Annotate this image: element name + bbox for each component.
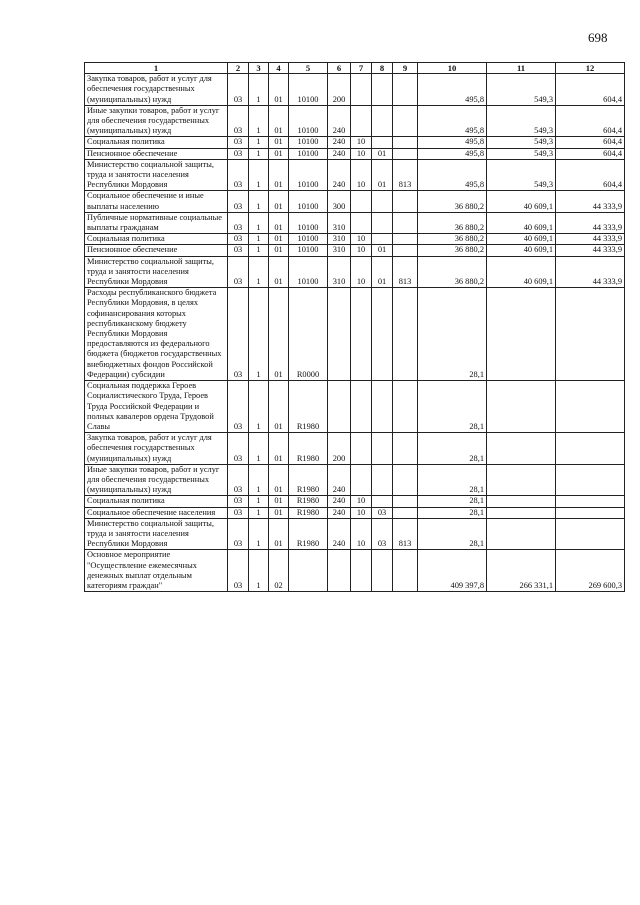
cell-amount-y3 <box>556 433 625 465</box>
cell-amount-y2: 40 609,1 <box>487 256 556 288</box>
cell-code-direction: 10100 <box>289 234 328 245</box>
cell-code-gp: 03 <box>228 212 249 233</box>
cell-code-gp: 03 <box>228 159 249 191</box>
cell-grbs <box>393 234 418 245</box>
cell-amount-y2: 40 609,1 <box>487 245 556 256</box>
cell-amount-y3 <box>556 381 625 433</box>
cell-section <box>351 381 372 433</box>
cell-amount-y1: 495,8 <box>418 105 487 137</box>
cell-amount-y3: 604,4 <box>556 148 625 159</box>
cell-amount-y1: 28,1 <box>418 381 487 433</box>
cell-code-direction: R1980 <box>289 433 328 465</box>
cell-code-direction: R1980 <box>289 518 328 550</box>
table-row <box>85 74 625 106</box>
cell-amount-y3: 44 333,9 <box>556 234 625 245</box>
cell-amount-y3 <box>556 464 625 496</box>
budget-table <box>84 62 625 592</box>
table-row <box>85 464 625 496</box>
cell-grbs: 813 <box>393 159 418 191</box>
cell-expense-type <box>328 288 351 381</box>
table-row <box>85 381 625 433</box>
cell-subsection <box>372 105 393 137</box>
cell-amount-y2 <box>487 507 556 518</box>
cell-code-gp: 03 <box>228 433 249 465</box>
cell-code-direction: 10100 <box>289 191 328 212</box>
cell-subsection: 01 <box>372 148 393 159</box>
cell-subsection <box>372 74 393 106</box>
cell-amount-y2: 549,3 <box>487 148 556 159</box>
cell-section: 10 <box>351 507 372 518</box>
cell-name: Социальное обеспечение населения <box>85 507 228 518</box>
cell-name: Социальная политика <box>85 137 228 148</box>
cell-name: Пенсионное обеспечение <box>85 245 228 256</box>
cell-subsection: 03 <box>372 518 393 550</box>
cell-amount-y2: 549,3 <box>487 105 556 137</box>
cell-amount-y1: 409 397,8 <box>418 550 487 592</box>
cell-code-gp: 03 <box>228 234 249 245</box>
cell-code-gp: 03 <box>228 464 249 496</box>
cell-amount-y1: 28,1 <box>418 496 487 507</box>
cell-code-sp: 1 <box>249 496 269 507</box>
table-row <box>85 550 625 592</box>
table-row <box>85 433 625 465</box>
cell-code-direction: 10100 <box>289 159 328 191</box>
table-row <box>85 245 625 256</box>
cell-amount-y2: 549,3 <box>487 74 556 106</box>
cell-expense-type: 310 <box>328 212 351 233</box>
cell-amount-y3: 44 333,9 <box>556 191 625 212</box>
cell-grbs <box>393 212 418 233</box>
cell-section <box>351 288 372 381</box>
cell-code-om: 01 <box>269 245 289 256</box>
col-header-4: 4 <box>269 63 289 74</box>
cell-expense-type: 240 <box>328 518 351 550</box>
table-row <box>85 159 625 191</box>
cell-amount-y1: 495,8 <box>418 137 487 148</box>
cell-amount-y1: 28,1 <box>418 507 487 518</box>
cell-code-sp: 1 <box>249 159 269 191</box>
cell-amount-y1: 495,8 <box>418 159 487 191</box>
cell-subsection <box>372 137 393 148</box>
table-row <box>85 507 625 518</box>
cell-section: 10 <box>351 245 372 256</box>
cell-subsection <box>372 433 393 465</box>
cell-amount-y1: 28,1 <box>418 518 487 550</box>
cell-section <box>351 433 372 465</box>
cell-grbs <box>393 191 418 212</box>
cell-grbs <box>393 464 418 496</box>
cell-amount-y3: 604,4 <box>556 105 625 137</box>
cell-code-sp: 1 <box>249 507 269 518</box>
cell-amount-y1: 28,1 <box>418 433 487 465</box>
cell-amount-y3: 44 333,9 <box>556 256 625 288</box>
cell-section <box>351 74 372 106</box>
col-header-8: 8 <box>372 63 393 74</box>
cell-name: Министерство социальной защиты, труда и занятости населения Республики Мордовия <box>85 159 228 191</box>
cell-code-sp: 1 <box>249 550 269 592</box>
cell-section <box>351 105 372 137</box>
cell-grbs <box>393 245 418 256</box>
cell-amount-y2: 266 331,1 <box>487 550 556 592</box>
cell-code-gp: 03 <box>228 518 249 550</box>
cell-name: Пенсионное обеспечение <box>85 148 228 159</box>
cell-name: Закупка товаров, работ и услуг для обеспечения государственных (муниципальных) нужд <box>85 74 228 106</box>
cell-code-gp: 03 <box>228 74 249 106</box>
page-number: 698 <box>588 30 608 45</box>
cell-amount-y3: 44 333,9 <box>556 245 625 256</box>
cell-amount-y1: 495,8 <box>418 148 487 159</box>
cell-grbs <box>393 288 418 381</box>
table-row <box>85 234 625 245</box>
cell-code-om: 01 <box>269 433 289 465</box>
col-header-7: 7 <box>351 63 372 74</box>
cell-code-sp: 1 <box>249 464 269 496</box>
cell-code-direction: 10100 <box>289 74 328 106</box>
cell-expense-type: 240 <box>328 105 351 137</box>
cell-amount-y3: 604,4 <box>556 74 625 106</box>
cell-name: Социальная политика <box>85 234 228 245</box>
cell-code-sp: 1 <box>249 288 269 381</box>
cell-code-om: 01 <box>269 496 289 507</box>
col-header-1: 1 <box>85 63 228 74</box>
col-header-10: 10 <box>418 63 487 74</box>
cell-code-sp: 1 <box>249 137 269 148</box>
cell-section: 10 <box>351 148 372 159</box>
cell-amount-y1: 28,1 <box>418 464 487 496</box>
table-row <box>85 105 625 137</box>
col-header-6: 6 <box>328 63 351 74</box>
table-row <box>85 212 625 233</box>
table-row <box>85 518 625 550</box>
table-row <box>85 191 625 212</box>
cell-code-sp: 1 <box>249 148 269 159</box>
cell-name: Министерство социальной защиты, труда и занятости населения Республики Мордовия <box>85 256 228 288</box>
cell-grbs <box>393 550 418 592</box>
cell-subsection <box>372 381 393 433</box>
col-header-3: 3 <box>249 63 269 74</box>
cell-expense-type: 200 <box>328 74 351 106</box>
cell-amount-y3: 604,4 <box>556 159 625 191</box>
cell-code-direction: 10100 <box>289 245 328 256</box>
cell-expense-type <box>328 550 351 592</box>
cell-code-om: 01 <box>269 288 289 381</box>
cell-grbs <box>393 381 418 433</box>
cell-amount-y2: 40 609,1 <box>487 191 556 212</box>
cell-code-om: 01 <box>269 507 289 518</box>
cell-subsection: 03 <box>372 507 393 518</box>
cell-code-om: 01 <box>269 105 289 137</box>
cell-expense-type: 240 <box>328 137 351 148</box>
cell-amount-y1: 495,8 <box>418 74 487 106</box>
cell-name: Закупка товаров, работ и услуг для обеспечения государственных (муниципальных) нужд <box>85 433 228 465</box>
cell-code-sp: 1 <box>249 381 269 433</box>
cell-code-direction: 10100 <box>289 256 328 288</box>
cell-expense-type <box>328 381 351 433</box>
cell-code-sp: 1 <box>249 191 269 212</box>
cell-name: Социальная политика <box>85 496 228 507</box>
cell-code-sp: 1 <box>249 433 269 465</box>
cell-expense-type: 310 <box>328 234 351 245</box>
cell-expense-type: 310 <box>328 256 351 288</box>
cell-expense-type: 240 <box>328 507 351 518</box>
table-row <box>85 256 625 288</box>
cell-section: 10 <box>351 159 372 191</box>
cell-code-gp: 03 <box>228 105 249 137</box>
cell-section: 10 <box>351 518 372 550</box>
cell-expense-type: 240 <box>328 464 351 496</box>
table-row <box>85 288 625 381</box>
cell-code-om: 01 <box>269 234 289 245</box>
cell-expense-type: 300 <box>328 191 351 212</box>
cell-section <box>351 212 372 233</box>
cell-section: 10 <box>351 256 372 288</box>
cell-code-om: 01 <box>269 74 289 106</box>
cell-code-gp: 03 <box>228 148 249 159</box>
cell-grbs <box>393 137 418 148</box>
cell-amount-y2 <box>487 433 556 465</box>
cell-code-om: 01 <box>269 464 289 496</box>
cell-code-om: 01 <box>269 381 289 433</box>
cell-name: Социальная поддержка Героев Социалистического Труда, Героев Труда Российской Федерации и полных кавалеров ордена Трудовой Славы <box>85 381 228 433</box>
cell-amount-y1: 36 880,2 <box>418 191 487 212</box>
cell-expense-type: 200 <box>328 433 351 465</box>
cell-amount-y1: 36 880,2 <box>418 256 487 288</box>
cell-code-om: 01 <box>269 518 289 550</box>
cell-subsection <box>372 212 393 233</box>
cell-code-om: 02 <box>269 550 289 592</box>
cell-name: Социальное обеспечение и иные выплаты населению <box>85 191 228 212</box>
cell-code-sp: 1 <box>249 245 269 256</box>
col-header-2: 2 <box>228 63 249 74</box>
cell-code-om: 01 <box>269 256 289 288</box>
cell-amount-y2: 549,3 <box>487 137 556 148</box>
cell-amount-y1: 36 880,2 <box>418 245 487 256</box>
table-row <box>85 496 625 507</box>
cell-code-gp: 03 <box>228 288 249 381</box>
cell-code-sp: 1 <box>249 212 269 233</box>
cell-grbs <box>393 74 418 106</box>
cell-grbs <box>393 433 418 465</box>
cell-amount-y2 <box>487 518 556 550</box>
cell-code-direction: 10100 <box>289 148 328 159</box>
cell-section <box>351 550 372 592</box>
cell-section: 10 <box>351 496 372 507</box>
cell-code-direction <box>289 550 328 592</box>
cell-amount-y2: 549,3 <box>487 159 556 191</box>
cell-amount-y3 <box>556 518 625 550</box>
cell-amount-y1: 28,1 <box>418 288 487 381</box>
cell-code-gp: 03 <box>228 245 249 256</box>
cell-amount-y2 <box>487 381 556 433</box>
cell-name: Министерство социальной защиты, труда и занятости населения Республики Мордовия <box>85 518 228 550</box>
col-header-5: 5 <box>289 63 328 74</box>
cell-expense-type: 240 <box>328 148 351 159</box>
cell-code-om: 01 <box>269 148 289 159</box>
cell-subsection <box>372 496 393 507</box>
cell-grbs: 813 <box>393 518 418 550</box>
cell-subsection <box>372 550 393 592</box>
cell-subsection <box>372 191 393 212</box>
header-row <box>85 63 625 74</box>
cell-name: Публичные нормативные социальные выплаты гражданам <box>85 212 228 233</box>
cell-amount-y3 <box>556 496 625 507</box>
cell-code-direction: R1980 <box>289 464 328 496</box>
cell-subsection: 01 <box>372 159 393 191</box>
cell-amount-y2 <box>487 288 556 381</box>
cell-name: Иные закупки товаров, работ и услуг для обеспечения государственных (муниципальных) нужд <box>85 105 228 137</box>
cell-subsection <box>372 464 393 496</box>
cell-code-direction: R1980 <box>289 507 328 518</box>
cell-code-om: 01 <box>269 191 289 212</box>
cell-section <box>351 191 372 212</box>
cell-amount-y2: 40 609,1 <box>487 212 556 233</box>
cell-code-gp: 03 <box>228 381 249 433</box>
cell-expense-type: 240 <box>328 159 351 191</box>
cell-code-direction: R1980 <box>289 381 328 433</box>
cell-expense-type: 240 <box>328 496 351 507</box>
table-row <box>85 137 625 148</box>
cell-code-direction: R0000 <box>289 288 328 381</box>
cell-name: Основное мероприятие "Осуществление ежемесячных денежных выплат отдельным категориям граждан" <box>85 550 228 592</box>
col-header-9: 9 <box>393 63 418 74</box>
cell-code-om: 01 <box>269 212 289 233</box>
table-body <box>85 74 625 592</box>
cell-amount-y1: 36 880,2 <box>418 234 487 245</box>
cell-code-sp: 1 <box>249 105 269 137</box>
cell-amount-y3 <box>556 507 625 518</box>
cell-code-gp: 03 <box>228 191 249 212</box>
cell-amount-y3 <box>556 288 625 381</box>
cell-code-sp: 1 <box>249 518 269 550</box>
table-row <box>85 148 625 159</box>
cell-name: Расходы республиканского бюджета Республики Мордовия, в целях софинансирования которых республиканскому бюджету Республики Мордовия предоставляются из федерального бюджета (бюджетов государственных внебюджетных фондов Российской Федерации) субсидии <box>85 288 228 381</box>
cell-code-gp: 03 <box>228 507 249 518</box>
cell-amount-y3: 44 333,9 <box>556 212 625 233</box>
cell-amount-y2 <box>487 464 556 496</box>
cell-amount-y3: 604,4 <box>556 137 625 148</box>
cell-name: Иные закупки товаров, работ и услуг для обеспечения государственных (муниципальных) нужд <box>85 464 228 496</box>
cell-amount-y1: 36 880,2 <box>418 212 487 233</box>
cell-subsection: 01 <box>372 256 393 288</box>
cell-code-gp: 03 <box>228 256 249 288</box>
cell-amount-y2 <box>487 496 556 507</box>
cell-section: 10 <box>351 137 372 148</box>
col-header-12: 12 <box>556 63 625 74</box>
cell-code-om: 01 <box>269 159 289 191</box>
cell-subsection: 01 <box>372 245 393 256</box>
cell-code-direction: 10100 <box>289 105 328 137</box>
cell-code-gp: 03 <box>228 137 249 148</box>
cell-expense-type: 310 <box>328 245 351 256</box>
cell-code-direction: 10100 <box>289 137 328 148</box>
cell-code-sp: 1 <box>249 256 269 288</box>
col-header-11: 11 <box>487 63 556 74</box>
cell-grbs <box>393 507 418 518</box>
cell-code-gp: 03 <box>228 496 249 507</box>
cell-code-om: 01 <box>269 137 289 148</box>
cell-code-sp: 1 <box>249 234 269 245</box>
cell-code-direction: 10100 <box>289 212 328 233</box>
cell-section: 10 <box>351 234 372 245</box>
cell-amount-y3: 269 600,3 <box>556 550 625 592</box>
cell-amount-y2: 40 609,1 <box>487 234 556 245</box>
cell-subsection <box>372 234 393 245</box>
cell-grbs: 813 <box>393 256 418 288</box>
cell-grbs <box>393 496 418 507</box>
cell-section <box>351 464 372 496</box>
cell-code-direction: R1980 <box>289 496 328 507</box>
cell-subsection <box>372 288 393 381</box>
cell-grbs <box>393 105 418 137</box>
cell-grbs <box>393 148 418 159</box>
cell-code-gp: 03 <box>228 550 249 592</box>
cell-code-sp: 1 <box>249 74 269 106</box>
